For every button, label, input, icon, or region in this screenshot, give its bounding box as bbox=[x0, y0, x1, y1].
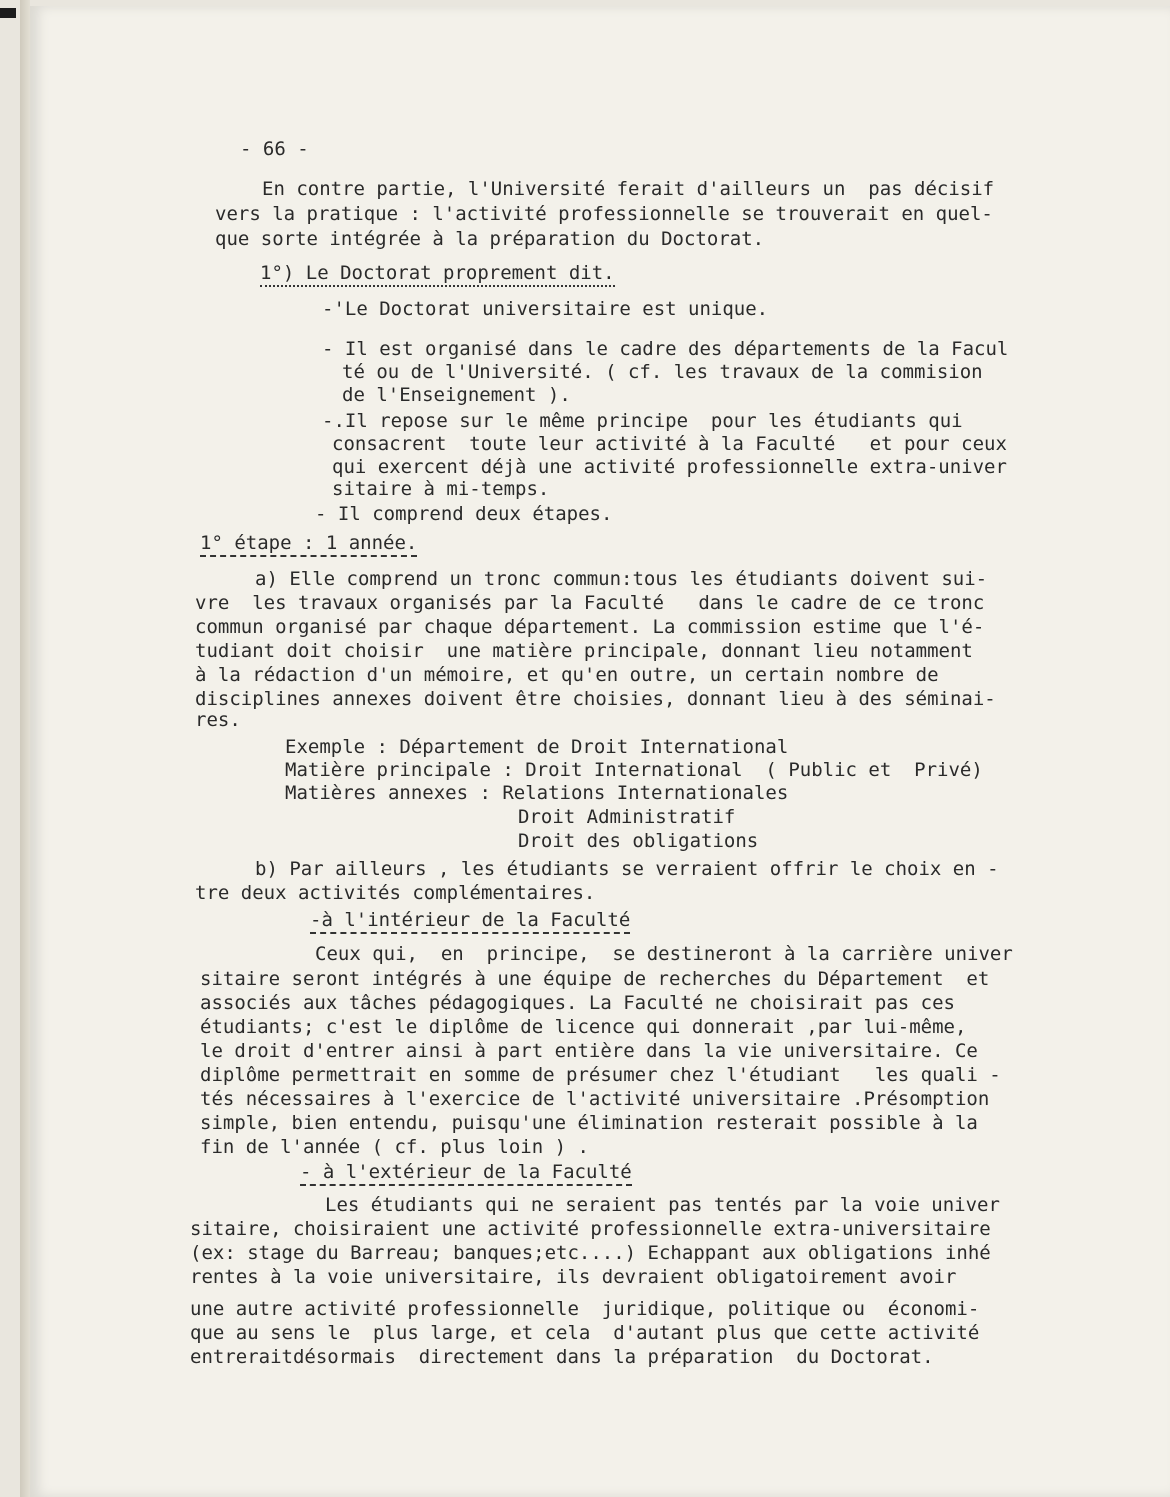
text-line: sitaire, choisiraient une activité professionnelle extra-universitaire bbox=[190, 1218, 991, 1240]
text-line: b) Par ailleurs , les étudiants se verraient offrir le choix en - bbox=[255, 858, 999, 880]
text-line: tudiant doit choisir une matière principale, donnant lieu notamment bbox=[195, 640, 973, 662]
text-line: - Il comprend deux étapes. bbox=[315, 503, 613, 525]
subsection-heading: - à l'extérieur de la Faculté bbox=[300, 1161, 632, 1183]
example-line: Matières annexes : Relations Internationales bbox=[285, 782, 789, 804]
text-line: disciplines annexes doivent être choisies, donnant lieu à des séminai- bbox=[195, 688, 996, 710]
text-line: que sorte intégrée à la préparation du Doctorat. bbox=[215, 228, 765, 250]
text-line: tre deux activités complémentaires. bbox=[195, 882, 596, 904]
page-number: - 66 - bbox=[240, 138, 309, 160]
text-line: le droit d'entrer ainsi à part entière dans la vie universitaire. Ce bbox=[200, 1040, 978, 1062]
text-line: vers la pratique : l'activité professionnelle se trouverait en quel- bbox=[215, 203, 993, 225]
example-line: Matière principale : Droit International ( Public et Privé) bbox=[285, 759, 983, 781]
text-line: étudiants; c'est le diplôme de licence qui donnerait ,par lui-même, bbox=[200, 1016, 967, 1038]
text-line: En contre partie, l'Université ferait d'ailleurs un pas décisif bbox=[262, 178, 995, 200]
text-line: (ex: stage du Barreau; banques;etc....) Echappant aux obligations inhé bbox=[190, 1242, 991, 1264]
text-line: Ceux qui, en principe, se destineront à la carrière univer bbox=[315, 943, 1013, 965]
text-line: - Il est organisé dans le cadre des départements de la Facul bbox=[322, 338, 1009, 360]
text-line: consacrent toute leur activité à la Faculté et pour ceux bbox=[332, 433, 1007, 455]
text-line: rentes à la voie universitaire, ils devraient obligatoirement avoir bbox=[190, 1266, 957, 1288]
example-line: Droit Administratif bbox=[518, 806, 736, 828]
subsection-heading: -à l'intérieur de la Faculté bbox=[310, 909, 630, 931]
text-line: a) Elle comprend un tronc commun:tous les étudiants doivent sui- bbox=[255, 568, 988, 590]
text-line: simple, bien entendu, puisqu'une élimination resterait possible à la bbox=[200, 1112, 978, 1134]
document-page bbox=[30, 6, 1170, 1497]
text-line: commun organisé par chaque département. La commission estime que l'é- bbox=[195, 616, 985, 638]
text-line: res. bbox=[195, 709, 241, 731]
text-line: fin de l'année ( cf. plus loin ) . bbox=[200, 1136, 589, 1158]
text-line: diplôme permettrait en somme de présumer chez l'étudiant les quali - bbox=[200, 1064, 1001, 1086]
binding-gutter bbox=[20, 0, 30, 1497]
text-line: sitaire seront intégrés à une équipe de recherches du Département et bbox=[200, 968, 990, 990]
text-line: qui exercent déjà une activité professionnelle extra-univer bbox=[332, 456, 1007, 478]
text-line: une autre activité professionnelle juridique, politique ou économi- bbox=[190, 1298, 980, 1320]
text-line: té ou de l'Université. ( cf. les travaux de la commision bbox=[342, 361, 995, 383]
section-heading: 1°) Le Doctorat proprement dit. bbox=[260, 262, 615, 284]
text-line: entreraitdésormais directement dans la préparation du Doctorat. bbox=[190, 1346, 934, 1368]
text-line: -.Il repose sur le même principe pour les étudiants qui bbox=[322, 410, 963, 432]
text-line: associés aux tâches pédagogiques. La Faculté ne choisirait pas ces bbox=[200, 992, 955, 1014]
example-line: Droit des obligations bbox=[518, 830, 759, 852]
text-line: Les étudiants qui ne seraient pas tentés par la voie univer bbox=[325, 1194, 1000, 1216]
text-line: de l'Enseignement ). bbox=[342, 384, 571, 406]
text-line: à la rédaction d'un mémoire, et qu'en outre, un certain nombre de bbox=[195, 664, 939, 686]
text-line: que au sens le plus large, et cela d'autant plus que cette activité bbox=[190, 1322, 980, 1344]
text-line: tés nécessaires à l'exercice de l'activité universitaire .Présomption bbox=[200, 1088, 990, 1110]
text-line: -'Le Doctorat universitaire est unique. bbox=[322, 298, 769, 320]
text-line: vre les travaux organisés par la Faculté dans le cadre de ce tronc bbox=[195, 592, 985, 614]
example-line: Exemple : Département de Droit International bbox=[285, 736, 789, 758]
stage-heading: 1° étape : 1 année. bbox=[200, 532, 417, 554]
text-line: sitaire à mi-temps. bbox=[332, 478, 550, 500]
page-corner-mark bbox=[0, 8, 16, 18]
